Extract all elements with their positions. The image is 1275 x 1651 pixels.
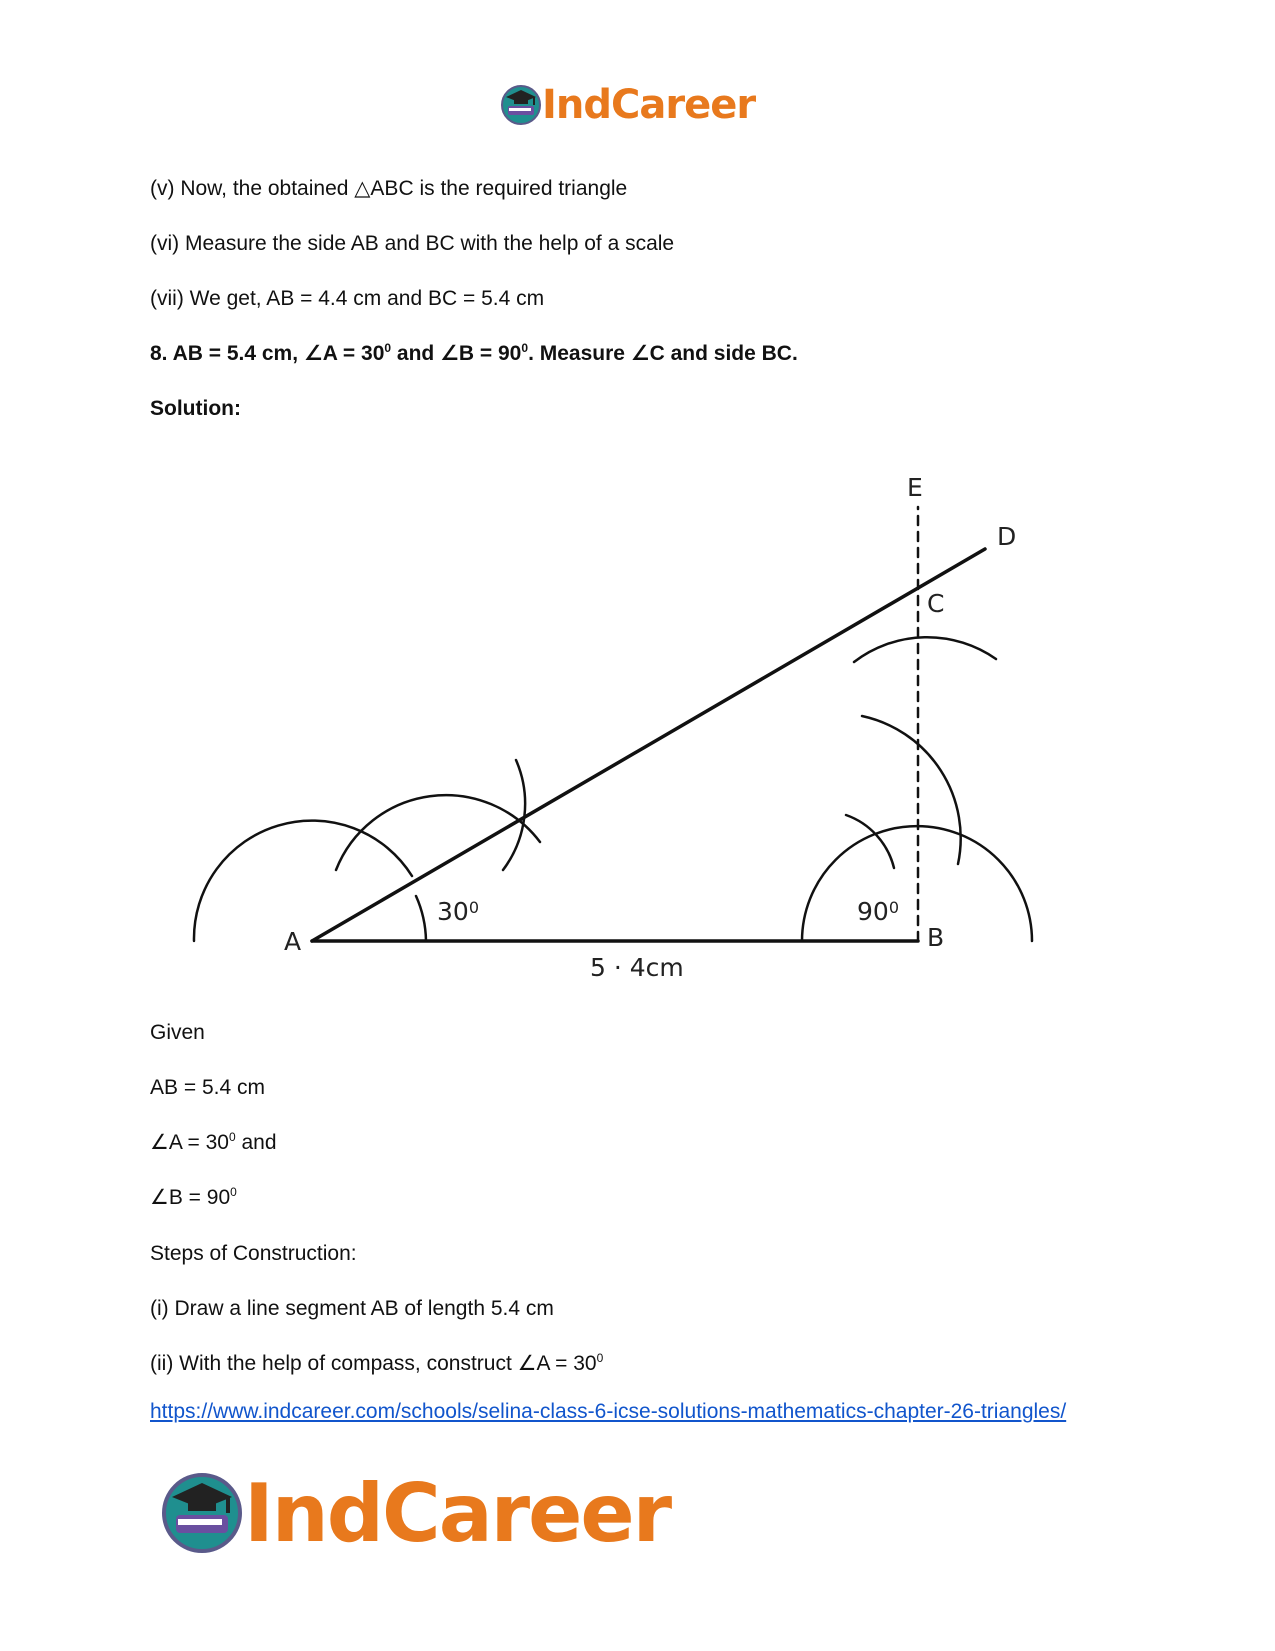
construction-heading: Steps of Construction: <box>150 1242 357 1265</box>
given-angle-b-text: ∠B = 90 <box>150 1186 231 1209</box>
given-angle-b <box>150 1185 237 1211</box>
given-angle-b-sup: 0 <box>230 1185 237 1199</box>
given-angle-a-sup: 0 <box>228 1130 236 1144</box>
given-angle-a-suffix: and <box>235 1131 277 1154</box>
given-ab: AB = 5.4 cm <box>150 1076 265 1099</box>
angle-b-label <box>857 897 899 926</box>
given-angle-a <box>150 1130 277 1156</box>
footer-logo <box>160 1468 670 1558</box>
label-c: C <box>927 589 945 618</box>
solution-label: Solution: <box>150 397 241 420</box>
arc-b-small <box>846 815 894 868</box>
given-angle-a-text: ∠A = 30 <box>150 1131 229 1154</box>
ray-ad <box>312 549 985 941</box>
question-part2: and ∠B = 90 <box>391 342 522 365</box>
step-v: (v) Now, the obtained △ABC is the required triangle <box>150 177 628 200</box>
arc-bisector-mark <box>503 760 525 870</box>
graduation-cap-book-icon <box>160 1471 244 1555</box>
angle-a-label <box>437 897 479 926</box>
logo-wordmark: IndCareer <box>244 1466 671 1560</box>
arc-b-right <box>862 716 961 864</box>
arc-a-large <box>194 821 412 941</box>
label-e: E <box>907 473 923 502</box>
question-sup1: 0 <box>384 341 392 355</box>
label-a: A <box>284 927 302 956</box>
question-part1: 8. AB = 5.4 cm, ∠A = 30 <box>150 342 385 365</box>
question-sup2: 0 <box>521 341 529 355</box>
arc-top-left <box>854 637 996 662</box>
step-vi: (vi) Measure the side AB and BC with the help of a scale <box>150 232 675 255</box>
construction-step-2-text: (ii) With the help of compass, construct ∠A = 30 <box>150 1352 597 1375</box>
logo-wordmark: IndCareer <box>542 82 756 128</box>
length-label: 5 · 4cm <box>590 953 684 982</box>
angle-a-value: 30 <box>437 897 469 926</box>
angle-b-value: 90 <box>857 897 889 926</box>
construction-step-1: (i) Draw a line segment AB of length 5.4 cm <box>150 1297 554 1320</box>
angle-a-degree: 0 <box>468 898 479 917</box>
construction-step-2 <box>150 1351 603 1377</box>
step-vii: (vii) We get, AB = 4.4 cm and BC = 5.4 cm <box>150 287 545 310</box>
given-heading: Given <box>150 1021 205 1044</box>
label-d: D <box>997 522 1017 551</box>
angle-b-degree: 0 <box>888 898 899 917</box>
construction-step-2-sup: 0 <box>596 1351 604 1365</box>
source-url-link[interactable]: https://www.indcareer.com/schools/selina-class-6-icse-solutions-mathematics-chapter-26-triangles/ <box>150 1400 1067 1423</box>
question-part3: . Measure ∠C and side BC. <box>528 342 798 365</box>
arc-a-small <box>416 896 426 941</box>
label-b: B <box>927 923 945 952</box>
